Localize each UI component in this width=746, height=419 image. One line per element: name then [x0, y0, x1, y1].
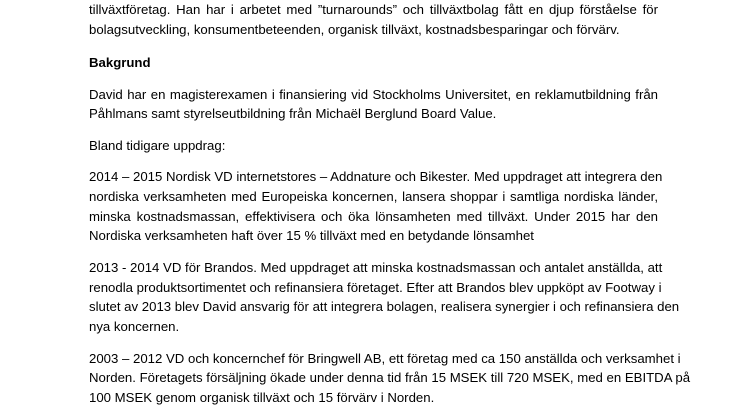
section-heading-bakgrund: Bakgrund — [89, 55, 151, 70]
assignment-line: nya koncernen. — [89, 319, 180, 334]
previous-assignments-intro: Bland tidigare uppdrag: — [89, 138, 226, 153]
education-line: David har en magisterexamen i finansiering vid Stockholms Universitet, en reklamutbildning från — [89, 87, 658, 102]
assignment-line: Nordiska verksamheten haft över 15 % tillväxt med en betydande lönsamhet — [89, 228, 534, 243]
assignment-line: 100 MSEK genom organisk tillväxt och 15 förvärv i Norden. — [89, 390, 435, 405]
education-line: Påhlmans samt styrelseutbildning från Michaël Berglund Board Value. — [89, 106, 497, 121]
assignment-line: slutet av 2013 blev David ansvarig för att integrera bolagen, realisera synergier i och refinansiera den — [89, 299, 680, 314]
assignment-line: renodla produktsortimentet och refinansiera företaget. Efter att Brandos blev uppköpt av Footway i — [89, 280, 662, 295]
assignment-line: minska kostnadsmassan, effektivisera och öka lönsamheten med tillväxt. Under 2015 har den — [89, 209, 658, 224]
assignment-line: 2014 – 2015 Nordisk VD internetstores – Addnature och Bikester. Med uppdraget att integrera den — [89, 169, 663, 184]
intro-line: tillväxtföretag. Han har i arbetet med ”turnarounds” och tillväxtbolag fått en djup förståelse för — [89, 2, 658, 17]
assignment-line: 2013 - 2014 VD för Brandos. Med uppdraget att minska kostnadsmassan och antalet anställda, att — [89, 260, 663, 275]
assignment-line: 2003 – 2012 VD och koncernchef för Bringwell AB, ett företag med ca 150 anställda och verksamhet i — [89, 351, 681, 366]
intro-line: bolagsutveckling, konsumentbeteenden, organisk tillväxt, kostnadsbesparingar och förvärv. — [89, 22, 620, 37]
assignment-line: nordiska verksamheten med Europeiska koncernen, lansera shoppar i samtliga nordiska länder, — [89, 189, 658, 204]
assignment-line: Norden. Företagets försäljning ökade under denna tid från 15 MSEK till 720 MSEK, med en EBITDA på — [89, 370, 691, 385]
